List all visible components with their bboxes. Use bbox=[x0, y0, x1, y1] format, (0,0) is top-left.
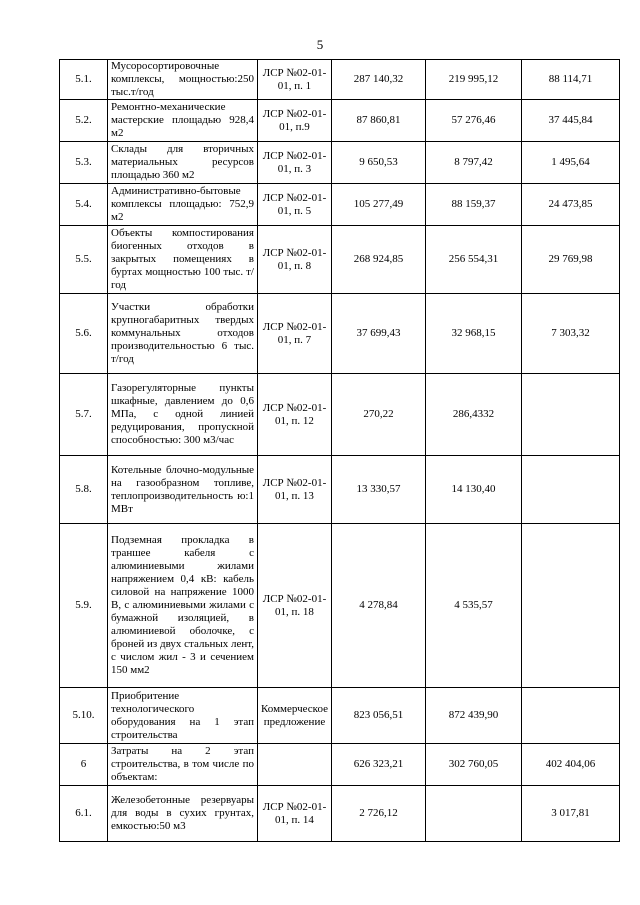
row-value-2: 8 797,42 bbox=[426, 142, 522, 184]
row-value-2: 88 159,37 bbox=[426, 184, 522, 226]
row-description: Участки обработки крупногабаритных твердых коммунальных отходов производительностью 6 тыс. т/год bbox=[108, 294, 258, 374]
row-reference: ЛСР №02-01-01, п. 1 bbox=[258, 60, 332, 100]
row-reference: ЛСР №02-01-01, п. 3 bbox=[258, 142, 332, 184]
row-value-2: 302 760,05 bbox=[426, 744, 522, 786]
cost-table bbox=[59, 59, 620, 842]
row-reference: ЛСР №02-01-01, п.9 bbox=[258, 100, 332, 142]
row-description: Железобетонные резервуары для воды в сухих грунтах, емкостью:50 м3 bbox=[108, 786, 258, 842]
row-value-1: 270,22 bbox=[332, 374, 426, 456]
row-description: Газорегуляторные пункты шкафные, давлением до 0,6 МПа, с одной линией редуцирования, пропускной способностью: 300 м3/час bbox=[108, 374, 258, 456]
row-value-3 bbox=[522, 456, 620, 524]
row-value-3: 37 445,84 bbox=[522, 100, 620, 142]
row-number: 5.2. bbox=[60, 100, 108, 142]
table-row bbox=[60, 226, 620, 294]
table-row bbox=[60, 688, 620, 744]
table-row bbox=[60, 524, 620, 688]
table-row bbox=[60, 60, 620, 100]
row-value-1: 823 056,51 bbox=[332, 688, 426, 744]
row-value-1: 105 277,49 bbox=[332, 184, 426, 226]
row-value-3 bbox=[522, 688, 620, 744]
row-value-3: 7 303,32 bbox=[522, 294, 620, 374]
row-value-2: 219 995,12 bbox=[426, 60, 522, 100]
row-description: Приобритение технологического оборудования на 1 этап строительства bbox=[108, 688, 258, 744]
row-value-2: 32 968,15 bbox=[426, 294, 522, 374]
row-number: 5.6. bbox=[60, 294, 108, 374]
row-reference: Коммерческое предложение bbox=[258, 688, 332, 744]
row-reference: ЛСР №02-01-01, п. 5 bbox=[258, 184, 332, 226]
row-value-1: 4 278,84 bbox=[332, 524, 426, 688]
row-value-2: 4 535,57 bbox=[426, 524, 522, 688]
row-value-1: 268 924,85 bbox=[332, 226, 426, 294]
row-reference: ЛСР №02-01-01, п. 14 bbox=[258, 786, 332, 842]
table-row bbox=[60, 744, 620, 786]
row-value-3 bbox=[522, 524, 620, 688]
row-value-1: 287 140,32 bbox=[332, 60, 426, 100]
row-description: Ремонтно-механические мастерские площадью 928,4 м2 bbox=[108, 100, 258, 142]
row-value-2: 14 130,40 bbox=[426, 456, 522, 524]
row-description: Административно-бытовые комплексы площадью: 752,9 м2 bbox=[108, 184, 258, 226]
row-value-2: 256 554,31 bbox=[426, 226, 522, 294]
table-row bbox=[60, 374, 620, 456]
row-value-2 bbox=[426, 786, 522, 842]
row-value-1: 9 650,53 bbox=[332, 142, 426, 184]
row-number: 5.10. bbox=[60, 688, 108, 744]
row-value-1: 13 330,57 bbox=[332, 456, 426, 524]
row-value-3: 1 495,64 bbox=[522, 142, 620, 184]
page-number: 5 bbox=[316, 37, 324, 52]
row-description: Склады для вторичных материальных ресурсов площадью 360 м2 bbox=[108, 142, 258, 184]
row-value-1: 37 699,43 bbox=[332, 294, 426, 374]
row-value-3: 3 017,81 bbox=[522, 786, 620, 842]
row-value-3 bbox=[522, 374, 620, 456]
row-reference: ЛСР №02-01-01, п. 12 bbox=[258, 374, 332, 456]
row-number: 5.8. bbox=[60, 456, 108, 524]
row-value-3: 29 769,98 bbox=[522, 226, 620, 294]
row-description: Затраты на 2 этап строительства, в том числе по объектам: bbox=[108, 744, 258, 786]
row-reference: ЛСР №02-01-01, п. 13 bbox=[258, 456, 332, 524]
row-description: Котельные блочно-модульные на газообразном топливе, теплопроизводительность ю:1 МВт bbox=[108, 456, 258, 524]
row-value-1: 87 860,81 bbox=[332, 100, 426, 142]
table-row bbox=[60, 142, 620, 184]
row-value-2: 57 276,46 bbox=[426, 100, 522, 142]
row-reference: ЛСР №02-01-01, п. 7 bbox=[258, 294, 332, 374]
row-value-1: 626 323,21 bbox=[332, 744, 426, 786]
row-number: 5.7. bbox=[60, 374, 108, 456]
row-reference bbox=[258, 744, 332, 786]
row-number: 5.3. bbox=[60, 142, 108, 184]
row-value-3: 88 114,71 bbox=[522, 60, 620, 100]
row-number: 5.9. bbox=[60, 524, 108, 688]
row-description: Подземная прокладка в траншее кабеля с алюминиевыми жилами напряжением 0,4 кВ: кабель силовой на напряжение 1000 В, с алюминиевыми жилами с бумажной изоляцией, в алюминиевой оболочке, с броней из двух стальных лент, с числом жил - 3 и сечением 150 мм2 bbox=[108, 524, 258, 688]
table-row bbox=[60, 100, 620, 142]
row-number: 6 bbox=[60, 744, 108, 786]
table-row bbox=[60, 184, 620, 226]
row-value-2: 286,4332 bbox=[426, 374, 522, 456]
table-row bbox=[60, 786, 620, 842]
table-row bbox=[60, 456, 620, 524]
table-row bbox=[60, 294, 620, 374]
row-number: 5.1. bbox=[60, 60, 108, 100]
row-number: 5.5. bbox=[60, 226, 108, 294]
row-reference: ЛСР №02-01-01, п. 18 bbox=[258, 524, 332, 688]
row-value-2: 872 439,90 bbox=[426, 688, 522, 744]
row-reference: ЛСР №02-01-01, п. 8 bbox=[258, 226, 332, 294]
row-description: Мусоросортировочные комплексы, мощностью:250 тыс.т/год bbox=[108, 60, 258, 100]
row-number: 6.1. bbox=[60, 786, 108, 842]
row-value-1: 2 726,12 bbox=[332, 786, 426, 842]
row-value-3: 24 473,85 bbox=[522, 184, 620, 226]
row-value-3: 402 404,06 bbox=[522, 744, 620, 786]
row-description: Объекты компостирования биогенных отходов в закрытых помещениях в буртах мощностью 100 тыс. т/год bbox=[108, 226, 258, 294]
row-number: 5.4. bbox=[60, 184, 108, 226]
